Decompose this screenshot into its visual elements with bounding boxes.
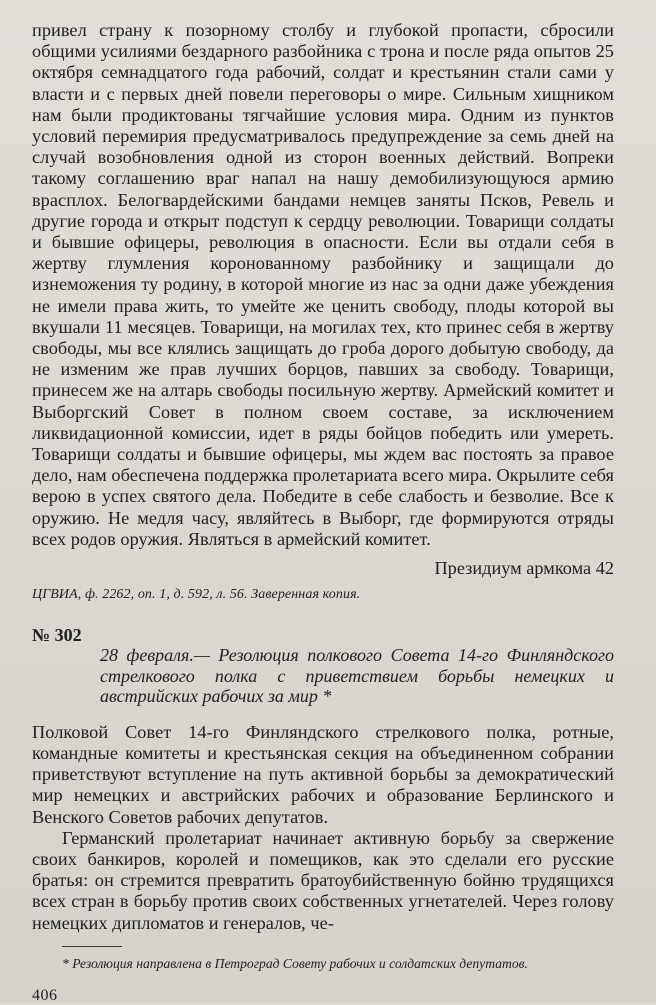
continued-text: привел страну к позорному столбу и глубокой пропасти, сбросили общими усилиями бездарного разбойника с трона и после ряда опытов 25 октября семнадцатого года рабочий, солдат и крестьянин стали сами у власти и с первых дней повели переговоры о мире. Сильным хищником нам были продиктованы тягчайшие условия мира. Одним из пунктов условий перемирия предусматривалось предупреждение за семь дней на случай возобновления одной из сторон военных действий. Вопреки такому соглашению враг напал на нашу демобилизующуюся армию врасплох. Белогвардейскими бандами немцев заняты Псков, Ревель и другие города и открыт подступ к сердцу революции. Товарищи солдаты и бывшие офицеры, революция в опасности. Если вы отдали себя в жертву глумления коронованному разбойнику и защищали до изнеможения ту родину, в которой многие из нас за одни даже убеждения не имели права жить, то умейте же ценить свободу, плоды которой вы вкушали 11 месяцев. Товарищи, на могилах тех, кто принес себя в жертву свободы, мы все клялись защищать до гроба дорого добытую свободу, да не изменим же прав лучших борцов, павших за свободу. Товарищи, принесем же на алтарь свободы посильную жертву. Армейский комитет и Выборгский Совет в полном своем составе, за исключением ликвидационной комиссии, идет в ряды бойцов победить или умереть. Товарищи солдаты и бывшие офицеры, мы ждем вас постоять за правое дело, нам обеспечена поддержка пролетариата всего мира. Окрылите себя верою в успех святого дела. Победите в себе слабость и безволие. Все к оружию. Не медля часу, являйтесь в Выборг, где формируются отряды всех родов оружия. Являться в армейский комитет. xyxy=(32,20,614,549)
archival-source: ЦГВИА, ф. 2262, оп. 1, д. 592, л. 56. Заверенная копия. xyxy=(32,587,361,603)
document-body xyxy=(32,722,614,934)
document-heading xyxy=(32,627,614,707)
footnote-divider xyxy=(62,946,122,947)
document-number: № 302 xyxy=(32,625,82,646)
body-paragraph-2: Германский пролетариат начинает активную борьбу за свержение своих банкиров, королей и помещиков, как это сделали его русские братья: он стремится превратить братоубийственную бойню трудящихся всех стран в борьбу против своих собственных угнетателей. Через голову немецких дипломатов и генералов, че- xyxy=(32,827,614,933)
body-paragraph-1: Полковой Совет 14-го Финляндского стрелкового полка, ротные, командные комитеты и крестьянская секция на объединенном собрании приветствуют вступление на путь активной борьбы за демократический мир немецких и австрийских рабочих и образование Берлинского и Венского Советов рабочих депутатов. xyxy=(32,721,614,827)
document-title: 28 февраля.— Резолюция полкового Совета 14-го Финляндского стрелкового полка с приветствием борьбы немецких и австрийских рабочих за мир * xyxy=(100,645,614,707)
page-number: 406 xyxy=(32,986,58,1004)
signature: Президиум армкома 42 xyxy=(434,558,614,579)
footnote: * Резолюция направлена в Петроград Совету рабочих и солдатских депутатов. xyxy=(62,955,528,971)
